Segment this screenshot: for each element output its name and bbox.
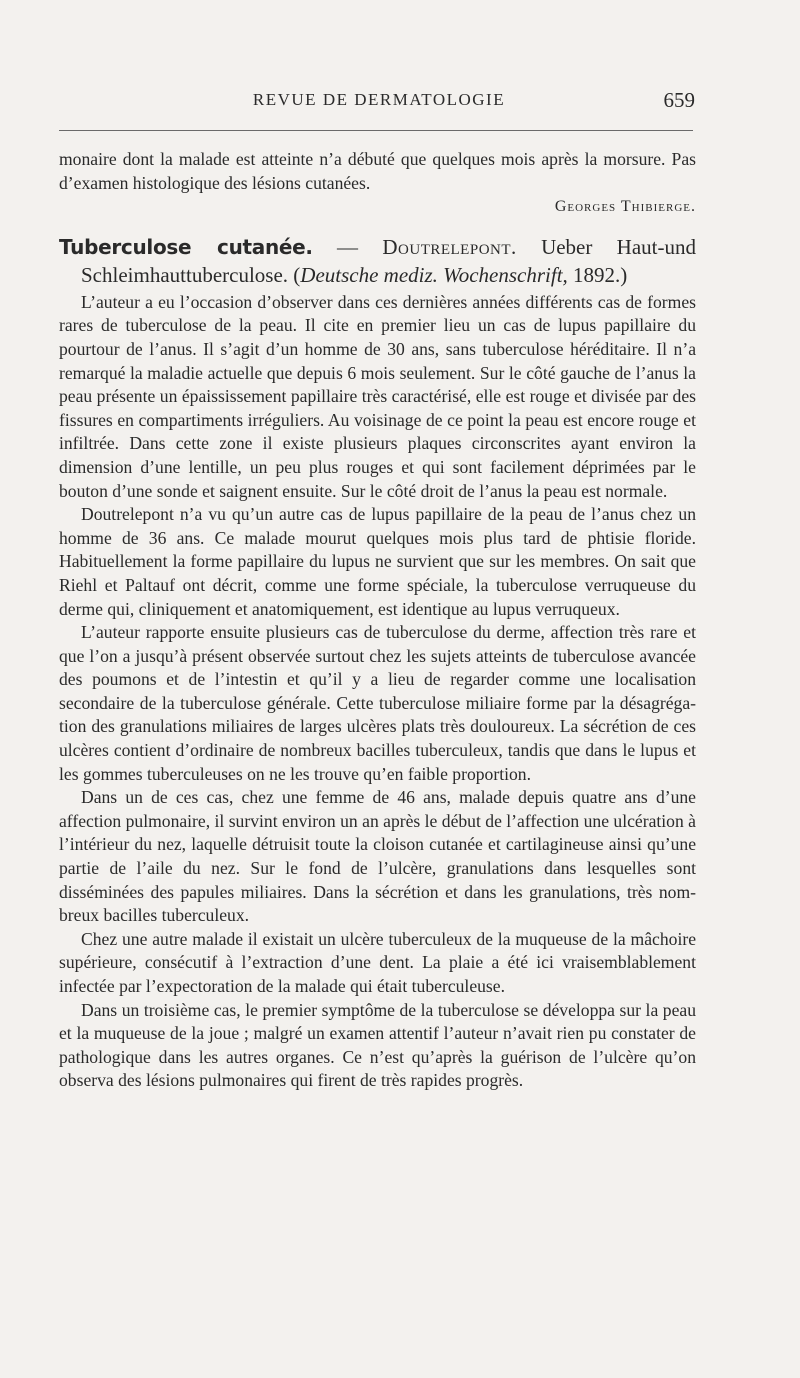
header-rule [59,130,693,131]
paragraph-6: Dans un troisième cas, le premier symptôme de la tuberculose se développa sur la peau et la muqueuse de la joue ; malgré un examen attentif l’auteur n’avait rien pu constater de pathologique dans les autres organes. Ce n’est qu’après la guérison de l’ulcère qu’on observa des lésions pulmonaires qui firent de très rapides progrès. [59,999,696,1091]
paragraph-3: L’auteur rapporte ensuite plusieurs cas de tuberculose du derme, affection très rare et que l’on a jusqu’à présent observée surtout chez les sujets atteints de tuberculose avancée des poumons et de l’intestin et qu’il y a lieu de regarder comme une localisation secondaire de la tuberculose générale. Cette tuberculose miliaire forme par la désagrégation des granulations miliaires de larges ulcères plats très douloureux. La sécrétion de ces ulcères contient d’ordinaire de nombreux bacilles tuberculeux, tandis que dans le lupus et les gommes tuberculeuses on ne les trouve qu’en faible proportion. [59,622,696,784]
running-title: REVUE DE DERMATOLOGIE [252,90,506,109]
page-header [59,90,699,120]
paragraph-2: Doutrelepont n’a vu qu’un autre cas de lupus papillaire de la peau de l’anus chez un homme de 36 ans. Ce malade mourut quelques mois plus tard de phtisie floride. Habituellement la forme papillaire du lupus ne survient que sur les membres. On sait que Riehl et Paltauf ont décrit, comme une forme spéciale, la tuberculose verruqueuse du derme qui, cliniquement et anatomiquement, est identique au lupus verruqueux. [59,504,696,619]
journal-name: Deutsche mediz. Wochenschrift, [300,262,568,287]
continued-paragraph: monaire dont la malade est atteinte n’a débuté que quelques mois après la morsure. Pas d’examen histologique des lésions cutanées. [59,149,696,193]
paragraph-4: Dans un de ces cas, chez une femme de 46 ans, malade depuis quatre ans d’une affection pulmonaire, il survint environ un an après le début de l’affection une ulcération à l’intérieur du nez, laquelle détruisit toute la cloison cutanée et cartilagineuse ainsi qu’une partie de l’aile du nez. Sur le fond de l’ulcère, granulations dans lesquelles sont disséminées des papules miliaires. Dans la sécrétion et dans les granulations, très nombreux bacilles tuberculeux. [59,787,696,926]
body-text [59,148,696,1093]
article-heading [59,233,696,289]
article-reference: Ueber Haut-und Schleimhauttuberculose. ( [81,234,696,287]
paragraph-5: Chez une autre malade il existait un ulcère tuberculeux de la muqueuse de la mâchoire supérieure, consécutif à l’extraction d’une dent. La plaie a été ici vraisemblablement infectée par l’expectoration de la malade qui était tuberculeuse. [59,928,696,996]
article-title: Tuberculose cutanée. [59,234,313,259]
page-number: 659 [663,88,695,112]
heading-dash: — [312,234,383,259]
paragraph-1: L’auteur a eu l’occasion d’observer dans ces dernières années différents cas de formes rares de tuberculose de la peau. Il cite en premier lieu un cas de lupus papillaire du pourtour de l’anus. Il s’agit d’un homme de 30 ans, sans tuberculose héréditaire. Il n’a remarqué la maladie actuelle que depuis 6 mois seulement. Sur le côté gauche de l’anus la peau présente un épaississement papillaire très caractérisé, elle est rouge et divisée par des fissures en compartiments irréguliers. Au voisinage de ce point la peau est encore rouge et infiltrée. Dans cette zone il existe plusieurs plaques circonscrites ayant environ la dimension d’une lentille, un peu plus rouges et qui sont facilement déprimées par le bouton d’une sonde et saignent ensuite. Sur le côté droit de l’anus la peau est normale. [59,291,696,501]
article-year: 1892.) [567,262,628,287]
article-author: Doutrelepont. [382,234,517,259]
signature: Georges Thibierge. [554,198,696,216]
